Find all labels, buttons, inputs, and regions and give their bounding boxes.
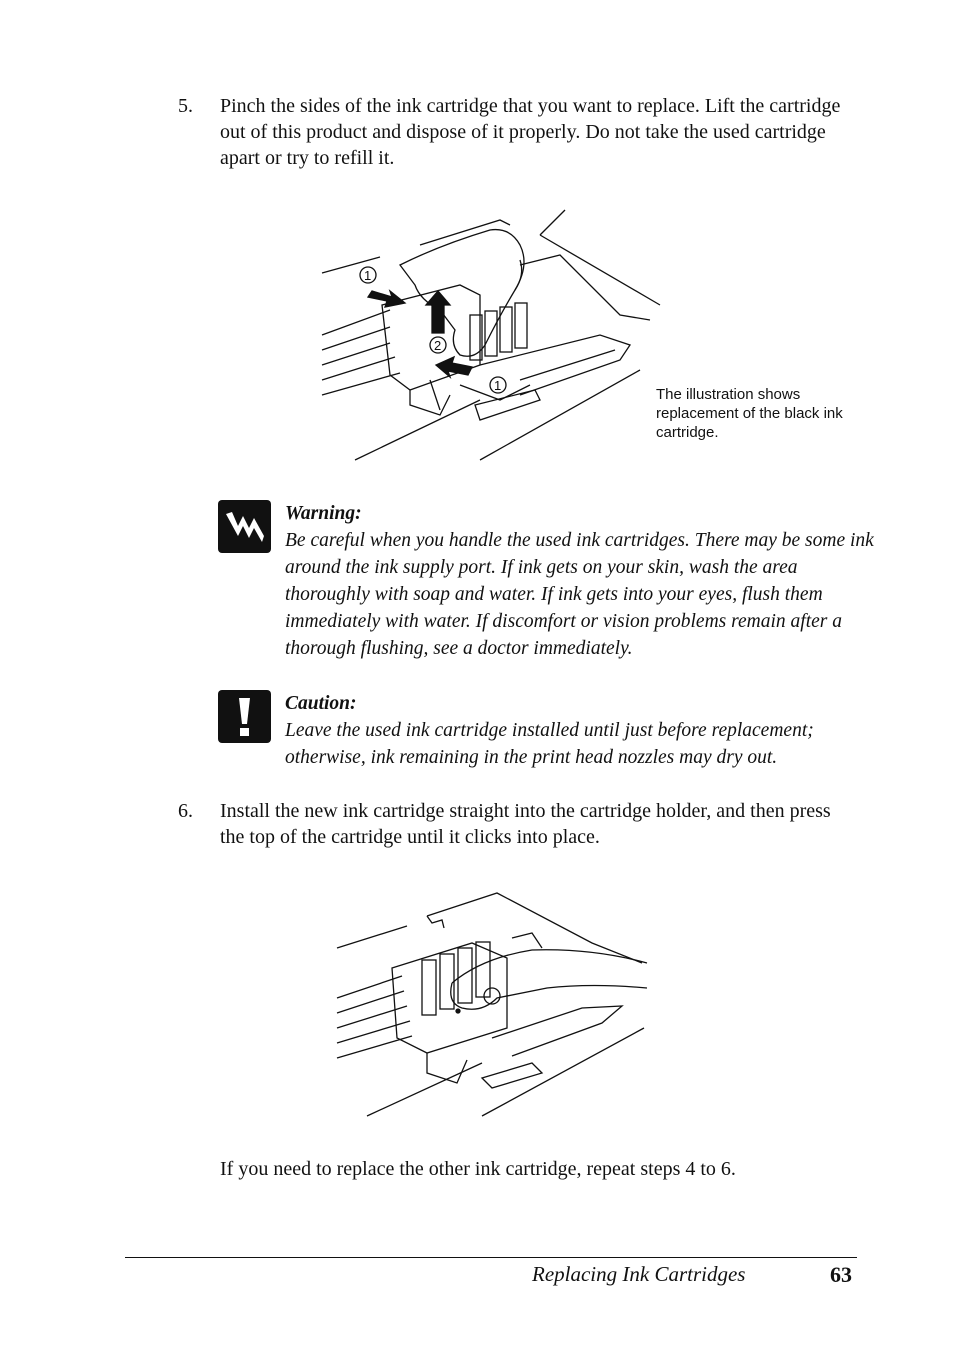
callout-1-bottom: 1 [494,378,502,393]
callout-2: 2 [434,338,442,353]
step-text: Install the new ink cartridge straight into the cartridge holder, and then press the top of the cartridge until it clicks into place. [220,800,831,848]
remove-cartridge-illustration [320,205,665,465]
footer-section-title: Replacing Ink Cartridges [532,1262,746,1286]
page-number: 63 [830,1262,852,1287]
caution-title: Caution: [285,693,357,714]
illustration-note: The illustration shows replacement of the black ink cartridge. [656,386,843,441]
warning-text: Be careful when you handle the used ink cartridges. There may be some ink around the ink supply port. If ink gets on your skin, wash the area thoroughly with soap and water. If ink gets into your eyes, flush them immediately with water. If discomfort or vision problems remain after a thorough flushing, see a doctor immediately. [285,530,874,659]
warning-title: Warning: [285,503,362,524]
step-text: Pinch the sides of the ink cartridge that you want to replace. Lift the cartridge out of this product and dispose of it properly. Do not take the used cartridge apart or try to refill it. [220,95,841,169]
step-number: 5. [178,95,193,117]
lightning-warning-icon [218,500,271,553]
repeat-steps-note: If you need to replace the other ink cartridge, repeat steps 4 to 6. [220,1158,736,1180]
install-cartridge-illustration [332,888,650,1120]
callout-1-top: 1 [364,268,372,283]
footer-rule [125,1257,857,1258]
exclamation-caution-icon [218,690,271,743]
step-number: 6. [178,800,193,822]
caution-text: Leave the used ink cartridge installed until just before replacement; otherwise, ink remaining in the print head nozzles may dry out. [285,720,814,768]
